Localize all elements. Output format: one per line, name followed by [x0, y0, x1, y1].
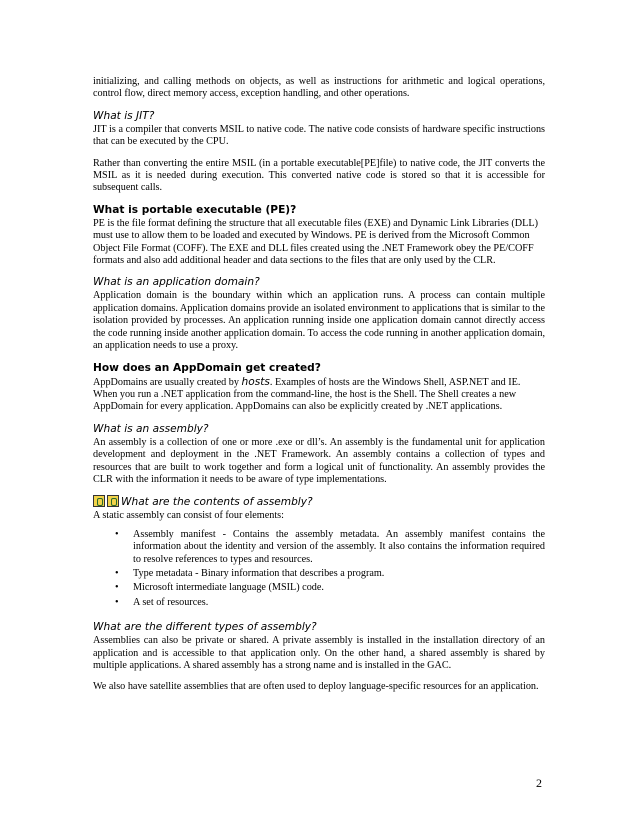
heading-appdomain-created: How does an AppDomain get created?	[93, 361, 321, 374]
intro-paragraph: initializing, and calling methods on objects, as well as instructions for arithmetic and logical operations, control flow, direct memory access, exception handling, and other operations.	[93, 76, 545, 100]
heading-icons	[93, 495, 119, 507]
assembly-paragraph: An assembly is a collection of one or more .exe or dll’s. An assembly is the fundamental unit for application development and deployment in the .NET Framework. An assembly contains a collection of types and resources that are built to work together and form a logical unit of functionality. An assembly provides the CLR with the information it needs to be aware of type implementations.	[93, 436, 545, 485]
heading-assembly-types: What are the different types of assembly?	[93, 621, 317, 634]
heading-assembly-contents-text: What are the contents of assembly?	[121, 496, 313, 509]
flag-icon	[107, 495, 119, 507]
hosts-term: hosts	[241, 375, 270, 388]
heading-what-is-assembly: What is an assembly?	[93, 422, 209, 435]
list-item: • Microsoft intermediate language (MSIL) code.	[93, 582, 545, 594]
contents-intro: A static assembly can consist of four elements:	[93, 510, 284, 522]
jit-paragraph-1: JIT is a compiler that converts MSIL to native code. The native code consists of hardware specific instructions that can be executed by the CPU.	[93, 123, 545, 148]
heading-assembly-contents	[93, 495, 545, 509]
page-content	[93, 76, 545, 703]
created-text-a: AppDomains are usually created by	[93, 376, 242, 388]
appdomain-paragraph: Application domain is the boundary within which an application runs. A process can contain multiple application domains. Application domains provide an isolated environment to applications that is similar to the isolation provided by processes. An application running inside one application domain cannot directly access the code running inside another application domain. To access the code running in another application domain, an application needs to use a proxy.	[93, 290, 545, 352]
flag-icon	[93, 495, 105, 507]
list-item: • A set of resources.	[93, 597, 545, 609]
types-paragraph-1: Assemblies can also be private or shared. A private assembly is installed in the installation directory of an application and is accessible to that application only. On the other hand, a shared assembly is shared by multiple applications. A shared assembly has a strong name and is installed in the GAC.	[93, 635, 545, 671]
heading-application-domain: What is an application domain?	[93, 276, 260, 289]
list-item: • Type metadata - Binary information that describes a program.	[93, 568, 545, 580]
list-item: • Assembly manifest - Contains the assembly metadata. An assembly manifest contains the information about the identity and version of the assembly. It also contains the information required to resolve references to types and resources.	[93, 529, 545, 566]
appdomain-created-paragraph	[93, 376, 545, 414]
pe-paragraph: PE is the file format defining the structure that all executable files (EXE) and Dynamic Link Libraries (DLL) must use to allow them to be loaded and executed by Windows. PE is derived from the Microsoft Common Object File Format (COFF). The EXE and DLL files created using the .NET Framework obey the PE/COFF formats and also add additional header and data sections to the files that are only used by the CLR.	[93, 217, 538, 267]
heading-portable-executable: What is portable executable (PE)?	[93, 203, 297, 216]
heading-what-is-jit: What is JIT?	[93, 109, 155, 122]
page-number: 2	[536, 776, 542, 790]
types-paragraph-2: We also have satellite assemblies that are often used to deploy language-specific resources for an application.	[93, 681, 539, 693]
contents-list	[93, 529, 545, 609]
created-text-b: . Examples of hosts are the Windows Shell, ASP.NET and IE. When you run a .NET application from the command-line, the host is the Shell. The Shell creates a new AppDomain for every application. AppDomains can also be explicitly created by .NET applications.	[93, 376, 521, 413]
jit-paragraph-2: Rather than converting the entire MSIL (in a portable executable[PE]file) to native code, the JIT converts the MSIL as it is needed during execution. This converted native code is stored so that it is accessible for subsequent calls.	[93, 157, 545, 194]
